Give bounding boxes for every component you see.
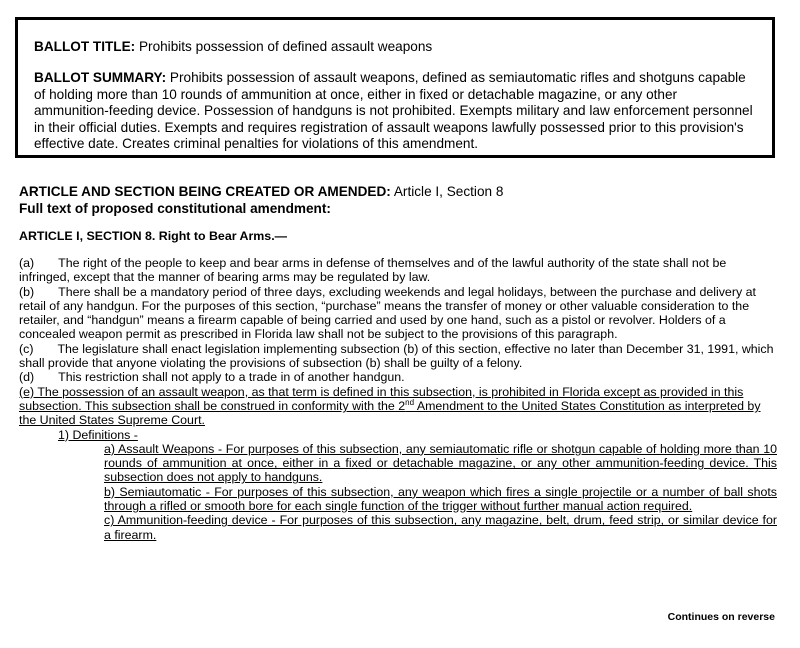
definitions-heading: 1) Definitions - [58, 427, 138, 442]
continues-on-reverse: Continues on reverse [667, 611, 775, 623]
paragraph-c-marker: (c) [19, 341, 34, 356]
paragraph-a [19, 256, 777, 285]
paragraph-e-part1: (e) The possession of an assault weapon, as that term is defined in this subsection, is prohibited in Florida except as provided in this subsection. This subsection shall be construed in conformity with the 2 [19, 384, 744, 413]
paragraph-c-text: The legislature shall enact legislation implementing subsection (b) of this section, effective no later than December 31, 1991, which shall provide that anyone violating the provisions of subsection (b) shall be guilty of a felony. [19, 341, 774, 371]
ballot-summary-text: Prohibits possession of assault weapons, defined as semiautomatic rifles and shotguns capable of holding more than 10 rounds of ammunition at once, either in fixed or detachable magazine, or any other ammunition-feeding device. Possession of handguns is not prohibited. Exempts military and law enforcement personnel in their official duties. Exempts and requires registration of assault weapons lawfully possessed prior to this provision's effective date. Creates criminal penalties for violations of this amendment. [34, 70, 753, 151]
paragraph-e-sup: nd [405, 397, 415, 407]
section-heading: ARTICLE I, SECTION 8. Right to Bear Arms.— [19, 229, 288, 243]
paragraph-b [19, 285, 777, 342]
paragraph-a-marker: (a) [19, 256, 35, 270]
paragraph-b-marker: (b) [19, 284, 35, 299]
paragraph-d [19, 370, 777, 384]
paragraph-c [19, 342, 777, 371]
paragraph-e-part2: Amendment to the United States Constitution as interpreted by the United States Supreme Court. [19, 398, 761, 428]
article-created-value: Article I, Section 8 [393, 184, 504, 199]
definition-ammunition-feeding-device: c) Ammunition-feeding device - For purposes of this subsection, any magazine, belt, drum, feed strip, or similar device for a firearm. [104, 513, 777, 542]
article-created-label: ARTICLE AND SECTION BEING CREATED OR AMENDED: [19, 184, 391, 199]
article-created-line [19, 184, 503, 200]
paragraph-e [19, 385, 777, 428]
ballot-box [15, 17, 775, 158]
ballot-summary [34, 70, 754, 153]
ballot-summary-label: BALLOT SUMMARY: [34, 70, 167, 85]
paragraph-b-text: There shall be a mandatory period of three days, excluding weekends and legal holidays, between the purchase and delivery at retail of any handgun. For the purposes of this section, “purchase” means the transfer of money or other valuable consideration to the retailer, and “handgun” means a firearm capable of being carried and used by one hand, such as a pistol or revolver. Holders of a concealed weapon permit as prescribed in Florida law shall not be subject to the provisions of this paragraph. [19, 284, 756, 342]
definition-assault-weapons: a) Assault Weapons - For purposes of this subsection, any semiautomatic rifle or shotgun capable of holding more than 10 rounds of ammunition at once, either in a fixed or detachable magazine, or any other ammunition-feeding device. This subsection does not apply to handguns. [104, 441, 777, 485]
full-text-heading: Full text of proposed constitutional amendment: [19, 201, 331, 216]
ballot-title-label: BALLOT TITLE: [34, 39, 136, 54]
paragraph-d-marker: (d) [19, 370, 35, 385]
paragraph-a-text: The right of the people to keep and bear arms in defense of themselves and of the lawful authority of the state shall not be infringed, except that the manner of bearing arms may be regulated by law. [19, 256, 727, 285]
paragraph-d-text: This restriction shall not apply to a trade in of another handgun. [58, 370, 405, 385]
definition-semiautomatic: b) Semiautomatic - For purposes of this subsection, any weapon which fires a single projectile or a number of ball shots through a rifled or smooth bore for each single function of the trigger without further manual action required. [104, 484, 777, 514]
amendment-body [19, 256, 777, 542]
ballot-title-text: Prohibits possession of defined assault weapons [138, 39, 433, 54]
ballot-title [34, 39, 432, 56]
